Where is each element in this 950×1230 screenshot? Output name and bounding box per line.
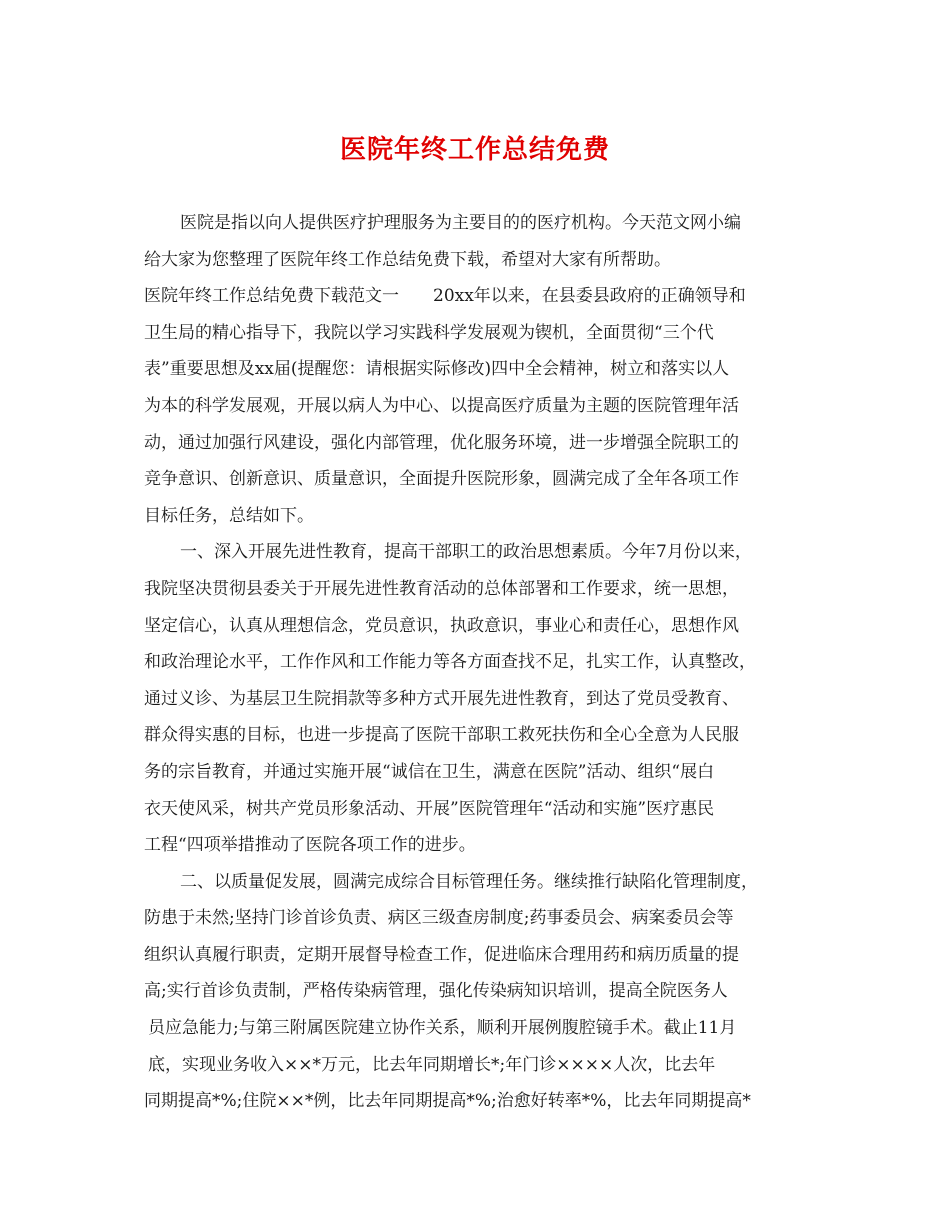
body-line: 目标任务，总结如下。 xyxy=(144,505,314,526)
body-line: 动，通过加强行风建设，强化内部管理，优化服务环境，进一步增强全院职工的 xyxy=(144,432,739,453)
body-line: 卫生局的精心指导下，我院以学习实践科学发展观为锲机，全面贯彻“三个代 xyxy=(144,322,714,343)
body-line: 坚定信心，认真从理想信念，党员意识，执政意识，事业心和责任心，思想作风 xyxy=(144,615,739,636)
body-line: 防患于未然;坚持门诊首诊负责、病区三级查房制度;药事委员会、病案委员会等 xyxy=(144,908,734,929)
body-line: 务的宗旨教育，并通过实施开展“诚信在卫生，满意在医院”活动、组织“展白 xyxy=(144,761,715,782)
document-title: 医院年终工作总结免费 xyxy=(339,135,610,165)
body-line: 衣天使风采，树共产党员形象活动、开展”医院管理年“活动和实施”医疗惠民 xyxy=(144,798,715,819)
body-line: 组织认真履行职责，定期开展督导检查工作，促进临床合理用药和病历质量的提 xyxy=(144,944,739,965)
body-line: 群众得实惠的目标，也进一步提高了医院干部职工救死扶伤和全心全意为人民服 xyxy=(144,725,739,746)
body-line: 一、深入开展先进性教育，提高干部职工的政治思想素质。今年7月份以来， xyxy=(180,542,752,563)
body-line: 给大家为您整理了医院年终工作总结免费下载，希望对大家有所帮助。 xyxy=(144,249,671,270)
body-line: 同期提高*%;住院××*例，比去年同期提高*%;治愈好转率*%，比去年同期提高* xyxy=(144,1091,751,1112)
body-line: 为本的科学发展观，开展以病人为中心、以提高医疗质量为主题的医院管理年活 xyxy=(144,395,739,416)
body-line: 通过义诊、为基层卫生院捐款等多种方式开展先进性教育，到达了党员受教育、 xyxy=(144,688,739,709)
body-line: 工程“四项举措推动了医院各项工作的进步。 xyxy=(144,835,476,856)
body-line: 高;实行首诊负责制，严格传染病管理，强化传染病知识培训，提高全院医务人 xyxy=(144,981,728,1002)
body-line: 医院年终工作总结免费下载范文一 20xx年以来，在县委县政府的正确领导和 xyxy=(144,286,746,307)
body-line: 表”重要思想及xx届(提醒您：请根据实际修改)四中全会精神，树立和落实以人 xyxy=(144,359,730,380)
body-line: 竞争意识、创新意识、质量意识，全面提升医院形象，圆满完成了全年各项工作 xyxy=(144,469,739,490)
body-line: 员应急能力;与第三附属医院建立协作关系，顺利开展例腹腔镜手术。截止11月 xyxy=(148,1018,737,1039)
document-body xyxy=(144,205,812,1120)
body-line: 二、以质量促发展，圆满完成综合目标管理任务。继续推行缺陷化管理制度， xyxy=(180,871,758,892)
body-line: 底，实现业务收入××*万元，比去年同期增长*;年门诊××××人次，比去年 xyxy=(148,1054,716,1075)
body-line: 和政治理论水平，工作作风和工作能力等各方面查找不足，扎实工作，认真整改， xyxy=(144,652,756,673)
body-line: 我院坚决贯彻县委关于开展先进性教育活动的总体部署和工作要求，统一思想， xyxy=(144,578,739,599)
body-line: 医院是指以向人提供医疗护理服务为主要目的的医疗机构。今天范文网小编 xyxy=(180,213,741,233)
